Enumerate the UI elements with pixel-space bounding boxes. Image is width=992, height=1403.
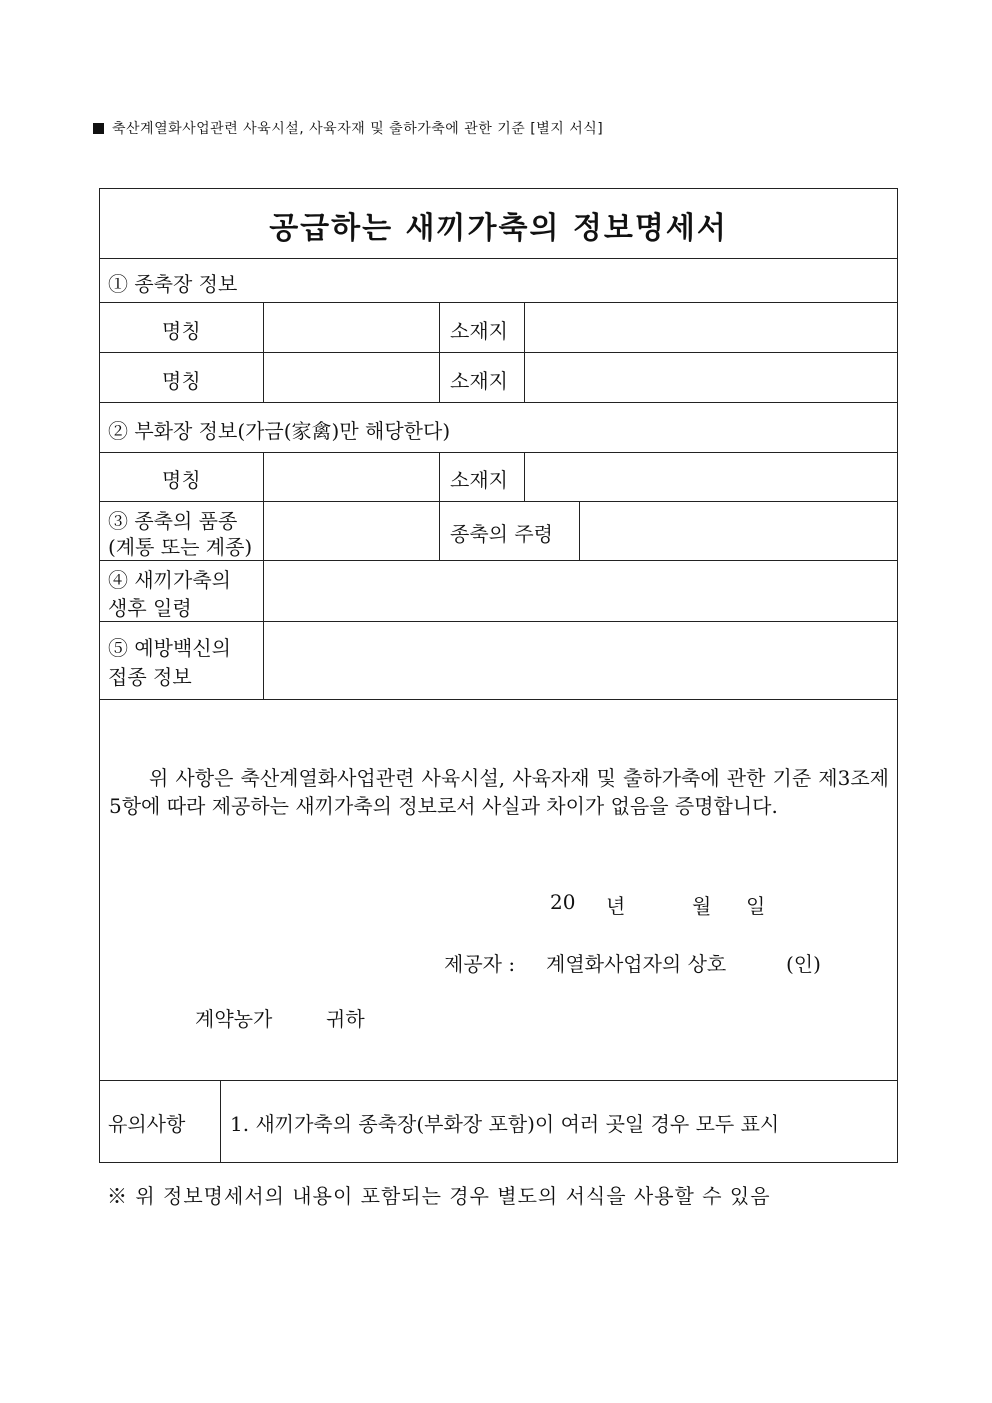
divider [439,452,440,560]
divider [100,452,897,453]
section3-label-sub: (계통 또는 계종) [108,535,253,559]
form-title: 공급하는 새끼가축의 정보명세서 [269,211,728,246]
days-old-field[interactable] [273,577,888,603]
name-label: 명칭 [162,369,201,393]
age-weeks-label: 종축의 주령 [450,522,553,546]
month-label: 월 [692,894,712,918]
seal-mark: (인) [786,952,821,976]
year-prefix: 20 [550,890,576,914]
certification-text: 위 사항은 축산계열화사업관련 사육시설, 사육자재 및 출하가축에 관한 기준 제3조제5항에 따라 제공하는 새끼가축의 정보로서 사실과 차이가 없음을 증명합니다. [109,766,889,818]
day-label: 일 [746,894,766,918]
provider-name: 계열화사업자의 상호 [546,952,727,976]
divider [100,352,897,353]
square-bullet-icon [93,123,104,134]
recipient-label: 계약농가 [195,1007,273,1031]
section5-label: ⑤ 예방백신의 [108,636,231,660]
caution-text: 1. 새끼가축의 종축장(부화장 포함)이 여러 곳일 경우 모두 표시 [230,1112,780,1136]
footer-note: ※ 위 정보명세서의 내용이 포함되는 경우 별도의 서식을 사용할 수 있음 [107,1184,771,1208]
divider [439,302,440,402]
divider [100,258,897,259]
caution-label: 유의사항 [108,1112,186,1136]
divider [524,302,525,402]
section3-label: ③ 종축의 품종 [108,509,238,533]
age-weeks-field[interactable] [590,518,885,544]
document-header [93,118,603,138]
divider [100,302,897,303]
breed-field[interactable] [273,517,428,543]
section4-label: ④ 새끼가축의 [108,568,231,592]
divider [100,699,897,700]
divider [579,501,580,560]
header-text: 축산계열화사업관련 사육시설, 사육자재 및 출하가축에 관한 기준 [별지 서식] [112,121,604,137]
divider [220,1080,221,1162]
section5-label-sub: 접종 정보 [108,665,192,689]
section4-label-sub: 생후 일령 [108,596,192,620]
divider [100,560,897,561]
name-field[interactable] [273,464,428,490]
divider [524,452,525,501]
divider [100,501,897,502]
provider-label: 제공자 : [444,952,516,976]
divider [100,402,897,403]
section2-label: ② 부화장 정보(가금(家禽)만 해당한다) [108,419,451,443]
location-field[interactable] [534,464,889,490]
name-field[interactable] [273,315,428,341]
honorific-label: 귀하 [326,1007,365,1031]
name-label: 명칭 [162,468,201,492]
location-label: 소재지 [450,319,508,343]
location-label: 소재지 [450,369,508,393]
location-field[interactable] [534,315,889,341]
location-field[interactable] [534,365,889,391]
divider [100,621,897,622]
info-statement-form [99,188,898,1163]
name-label: 명칭 [162,319,201,343]
name-field[interactable] [273,365,428,391]
vaccination-field[interactable] [273,647,888,673]
location-label: 소재지 [450,468,508,492]
certification-statement [109,764,889,820]
divider [263,452,264,699]
section1-label: ① 종축장 정보 [108,272,238,296]
year-label: 년 [606,894,626,918]
divider [263,302,264,402]
